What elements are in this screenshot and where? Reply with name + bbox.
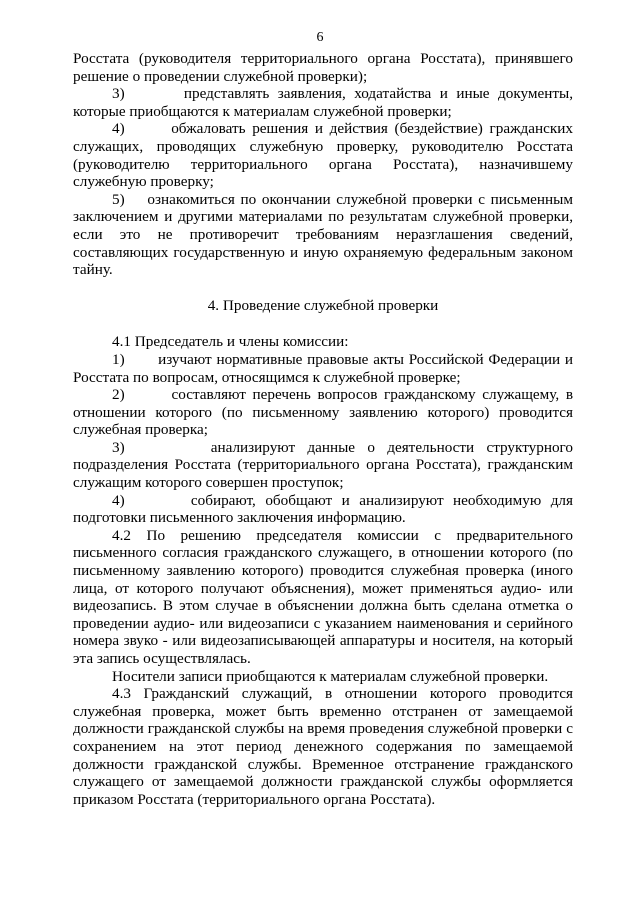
- list-item-3: 3) представлять заявления, ходатайства и иные документы, которые приобщаются к материалам служебной проверки;: [73, 85, 573, 120]
- list-item-3b: 3) анализируют данные о деятельности структурного подразделения Росстата (территориального органа Росстата), гражданским служащим которого совершен проступок;: [73, 438, 573, 492]
- paragraph-media: Носители записи приобщаются к материалам служебной проверки.: [112, 667, 549, 685]
- section-heading: 4. Проведение служебной проверки: [207, 296, 439, 314]
- list-item-4b: 4) собирают, обобщают и анализируют необходимую для подготовки письменного заключения информацию.: [73, 491, 573, 527]
- list-item-2: 2) составляют перечень вопросов гражданскому служащему, в отношении которого (по письменному заявлению которого) проводится служебная проверка;: [73, 386, 573, 439]
- paragraph-4-1: 4.1 Председатель и члены комиссии:: [112, 333, 349, 351]
- list-item-1: 1) изучают нормативные правовые акты Российской Федерации и Росстата по вопросам, относящимся к служебной проверке;: [73, 350, 573, 386]
- list-item-4: 4) обжаловать решения и действия (бездействие) гражданских служащих, проводящих служебную проверку, руководителю Росстата (руководителю территориального органа Росстата), назначившему служебную проверку;: [73, 120, 573, 191]
- paragraph-4-3: 4.3 Гражданский служащий, в отношении которого проводится служебная проверка, может быть временно отстранен от замещаемой должности гражданской службы на время проведения служебной проверки с сохранением на этот период денежного содержания по замещаемой должности гражданской службы. Временное отстранение гражданского служащего от замещаемой должности гражданской службы оформляется приказом Росстата (территориального органа Росстата).: [73, 685, 573, 808]
- paragraph-continuation: Росстата (руководителя территориального органа Росстата), принявшего решение о проведении служебной проверки);: [73, 50, 573, 85]
- paragraph-4-2: 4.2 По решению председателя комиссии с предварительного письменного согласия гражданского служащего, в отношении которого (по письменному заявлению которого) проводится служебная проверка (иного лица, от которого получают объяснения), может применяться аудио- или видеозапись. В этом случае в объяснении должна быть сделана отметка о проведении аудио- или видеозаписи с указанием наименования и серийного номера звуко - или видеозаписывающей аппаратуры и носителя, на который эта запись осуществлялась.: [73, 526, 573, 667]
- page-number: 6: [316, 30, 324, 45]
- list-item-5: 5) ознакомиться по окончании служебной проверки с письменным заключением и другими материалами по результатам служебной проверки, если это не противоречит требованиям неразглашения сведений, составляющих государственную и иную охраняемую федеральным законом тайну.: [73, 190, 573, 279]
- document-body: [73, 50, 573, 808]
